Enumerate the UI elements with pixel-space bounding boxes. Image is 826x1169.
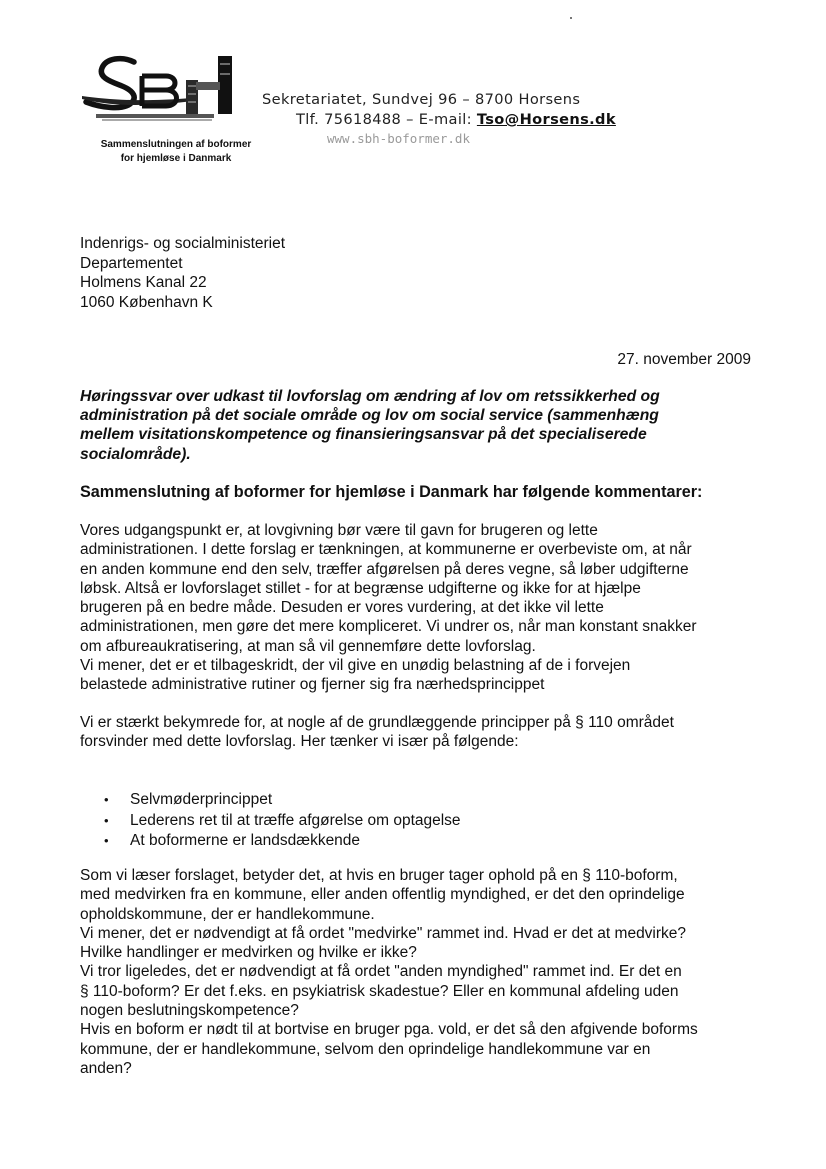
paragraph-line: løbsk. Altså er lovforslaget stillet - for at begrænse udgifterne og ikke for at hjælpe — [80, 579, 641, 597]
list-item-text: At boformerne er landsdækkende — [130, 832, 361, 849]
paragraph-line: anden? — [80, 1059, 132, 1077]
paragraph-line: Som vi læser forslaget, betyder det, at hvis en bruger tager ophold på en § 110-boform, — [80, 867, 678, 884]
paragraph-line: opholdskommune, der er handlekommune. — [80, 905, 375, 923]
recipient-line: 1060 København K — [80, 293, 213, 311]
list-item-text: Selvmøderprincippet — [130, 791, 273, 808]
letterhead-email-link[interactable]: Tso@Horsens.dk — [476, 111, 616, 128]
paragraph-line: belastede administrative rutiner og fjerner sig fra nærhedsprincippet — [80, 676, 545, 694]
letter-subject — [80, 387, 760, 464]
body-paragraph — [80, 713, 780, 752]
letterhead-contact-line — [296, 111, 616, 128]
paragraph-line: brugeren på en bedre måde. Desuden er vores vurdering, at det ikke vil lette — [80, 599, 604, 617]
scan-speck — [570, 17, 572, 19]
subject-line: mellem visitationskompetence og finansieringsansvar på det specialiserede — [80, 426, 647, 444]
paragraph-line: Vi tror ligeledes, det er nødvendigt at få ordet "anden myndighed" rammet ind. Er det en — [80, 963, 682, 981]
bullet-icon: • — [104, 812, 109, 828]
paragraph-line: kommune, der er handlekommune, selvom den oprindelige handlekommune var en — [80, 1040, 651, 1058]
paragraph-line: Hvis en boform er nødt til at bortvise en bruger pga. vold, er det så den afgivende boforms — [80, 1021, 698, 1039]
paragraph-line: administrationen. I dette forslag er tænkningen, at kommunerne er overbeviste om, at når — [80, 541, 692, 559]
principles-list — [104, 790, 461, 852]
org-caption-line: for hjemløse i Danmark — [120, 153, 232, 164]
paragraph-line: med medvirken fra en kommune, eller anden offentlig myndighed, er det den oprindelige — [80, 886, 685, 904]
logo-underline — [96, 114, 214, 118]
recipient-line: Holmens Kanal 22 — [80, 274, 207, 291]
sbh-logo — [82, 52, 250, 132]
subject-line: administration på det sociale område og lov om social service (sammenhæng — [80, 407, 659, 425]
letterhead-address: Sekretariatet, Sundvej 96 – 8700 Horsens — [262, 91, 581, 108]
subject-line: Høringssvar over udkast til lovforslag om ændring af lov om retssikkerhed og — [80, 388, 660, 405]
body-paragraph — [80, 521, 780, 695]
body-paragraph — [80, 866, 780, 1078]
org-caption — [76, 138, 276, 166]
paragraph-line: Vi er stærkt bekymrede for, at nogle af de grundlæggende principper på § 110 området — [80, 714, 674, 731]
letterhead-website: www.sbh-boformer.dk — [327, 131, 470, 146]
paragraph-line: en anden kommune end den selv, træffer afgørelsen på deres vegne, så løber udgifterne — [80, 560, 689, 578]
logo-underline-shadow — [102, 119, 212, 121]
paragraph-line: nogen beslutningskompetence? — [80, 1002, 299, 1020]
letter-date: 27. november 2009 — [617, 351, 751, 368]
list-item — [104, 831, 461, 852]
list-item — [104, 790, 461, 811]
recipient-address — [80, 234, 285, 312]
list-item-text: Lederens ret til at træffe afgørelse om optagelse — [130, 811, 461, 829]
paragraph-line: forsvinder med dette lovforslag. Her tænker vi især på følgende: — [80, 733, 519, 751]
letterhead-phone: Tlf. 75618488 – E-mail: — [296, 111, 477, 128]
bullet-icon: • — [104, 833, 109, 848]
recipient-line: Indenrigs- og socialministeriet — [80, 235, 286, 252]
bullet-icon: • — [104, 792, 109, 807]
paragraph-line: om afbureaukratisering, at man så vil gennemføre dette lovforslag. — [80, 637, 536, 655]
list-item — [104, 811, 461, 832]
paragraph-line: § 110-boform? Er det f.eks. en psykiatrisk skadestue? Eller en kommunal afdeling uden — [80, 982, 679, 1000]
intro-heading: Sammenslutning af boformer for hjemløse i Danmark har følgende kommentarer: — [80, 483, 703, 501]
paragraph-line: Vores udgangspunkt er, at lovgivning bør være til gavn for brugeren og lette — [80, 522, 598, 539]
org-caption-line: Sammenslutningen af boformer — [100, 139, 252, 150]
paragraph-line: Vi mener, det er nødvendigt at få ordet "medvirke" rammet ind. Hvad er det at medvirke? — [80, 924, 687, 942]
recipient-line: Departementet — [80, 254, 183, 272]
paragraph-line: Hvilke handlinger er medvirken og hvilke er ikke? — [80, 944, 417, 962]
subject-line: socialområde). — [80, 445, 191, 463]
paragraph-line: administrationen, men gøre det mere kompliceret. Vi undrer os, når man konstant snakker — [80, 618, 697, 636]
paragraph-line: Vi mener, det er et tilbageskridt, der vil give en unødig belastning af de i forvejen — [80, 657, 631, 675]
logo-letter-h-bar — [196, 82, 220, 90]
